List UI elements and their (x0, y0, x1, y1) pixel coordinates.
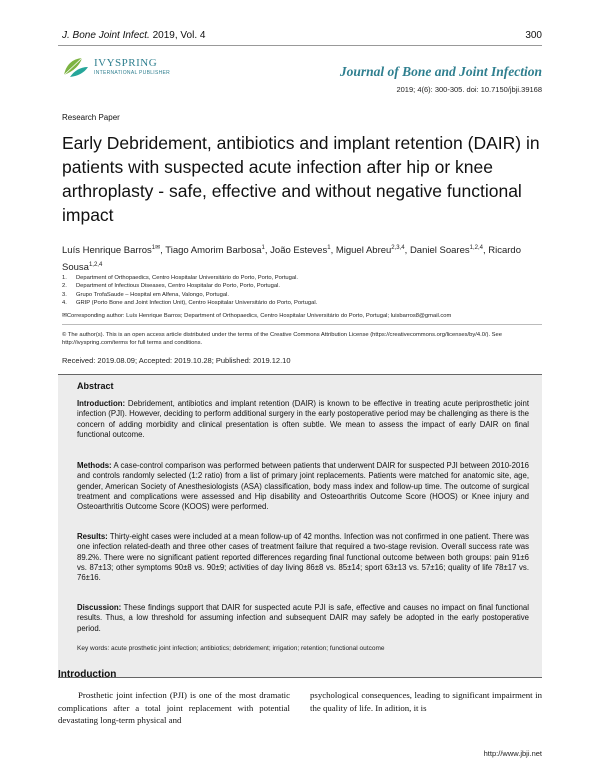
affiliation-text: GRIP (Porto Bone and Joint Infection Unit), Centro Hospitalar Universitário do Porto, Portugal. (76, 300, 318, 307)
article-title: Early Debridement, antibiotics and implant retention (DAIR) in patients with suspected acute infection after hip or knee arthroplasty - safe, effective and without negative functional impact (62, 133, 540, 225)
abstract-methods (77, 461, 529, 512)
running-head-journal: J. Bone Joint Infect. (62, 30, 150, 41)
publisher-name: IVYSPRING (94, 57, 158, 69)
author-affiliation-marker: 1 (261, 245, 265, 251)
header-rule (58, 45, 542, 46)
author-name: Tiago Amorim Barbosa (165, 245, 262, 257)
publisher-logo[interactable] (60, 55, 170, 79)
affiliation-number: 4. (62, 300, 67, 307)
ivy-leaf-icon (60, 55, 90, 79)
license-notice: © The author(s). This is an open access article distributed under the terms of the Creative Commons Attribution License (https://creativecommons.org/licenses/by/4.0/). See http://ivyspring.com/terms for full terms and conditions. (62, 332, 502, 347)
journal-title[interactable]: Journal of Bone and Joint Infection (339, 64, 542, 79)
author-affiliation-marker: 2,3,4 (391, 245, 405, 251)
abstract-introduction-label: Introduction: (77, 399, 126, 408)
author-separator: , (264, 245, 271, 257)
abstract-results-label: Results: (77, 532, 108, 541)
affiliation-item (62, 282, 552, 290)
affiliation-text: Grupo TrofaSaude – Hospital em Alfena, Valongo, Portugal. (76, 291, 229, 298)
affiliation-number: 1. (62, 275, 67, 281)
abstract-discussion-text: These findings support that DAIR for suspected acute PJI is safe, effective and causes no impact on final functional results. Thus, a low threshold for assuming infection and subsequent DAIR may safely be adopted in the early postoperative period. (77, 603, 529, 633)
abstract-results (77, 532, 529, 583)
affiliation-item (62, 299, 552, 307)
abstract-introduction (77, 399, 529, 440)
author-affiliation-marker: 1✉ (151, 245, 161, 251)
footer-url[interactable]: http://www.jbji.net (483, 749, 542, 758)
abstract-discussion-label: Discussion: (77, 603, 122, 612)
author-affiliation-marker: 1,2,4 (88, 262, 103, 269)
article-type: Research Paper (62, 113, 120, 122)
author-name: Ricardo Sousa (62, 245, 521, 274)
abstract-results-text: Thirty-eight cases were included at a mean follow-up of 42 months. Infection was not confirmed in one patient. There was one infection related-death and three other cases of treatment failure that required a two-stage revision. Overall success rate was 89.2%. There were no significant patient reported differences regarding final functional outcome between both groups: pain 91±6 vs. 87±13; other symptoms 90±8 vs. 90±9; activities of day living 86±8 vs. 85±14; sport 63±13 vs. 57±16; quality of life 78±17 vs. 76±16. (77, 532, 529, 583)
citation-doi: 2019; 4(6): 300-305. doi: 10.7150/jbji.39168 (396, 85, 542, 94)
running-head (62, 30, 205, 41)
abstract-methods-label: Methods: (77, 461, 112, 470)
running-head-year-volume: 2019, Vol. 4 (152, 30, 206, 41)
author-list (62, 241, 552, 275)
author-name: João Esteves (270, 245, 328, 257)
author-name: Luís Henrique Barros (62, 245, 152, 257)
author-name: Daniel Soares (409, 245, 470, 257)
introduction-heading: Introduction (58, 669, 117, 680)
author-separator: , (330, 245, 336, 257)
abstract-discussion (77, 603, 529, 634)
keywords: Key words: acute prosthetic joint infection; antibiotics; debridement; irrigation; retention; functional outcome (77, 645, 385, 652)
divider (62, 324, 542, 325)
author-separator: , (482, 245, 489, 257)
publisher-subtitle: INTERNATIONAL PUBLISHER (94, 70, 171, 76)
affiliation-text: Department of Orthopaedics, Centro Hospitalar Universitário do Porto, Porto, Portugal. (76, 275, 298, 281)
affiliation-text: Department of Infectious Diseases, Centro Hospitalar do Porto, Porto, Portugal. (76, 283, 280, 290)
abstract-methods-text: A case-control comparison was performed between patients that underwent DAIR for suspected PJI between 2010-2016 and controls randomly selected (1:2 ratio) from a list of primary joint replacements. Patients were matched for anatomic site, age, gender, American Society of Anesthesiologists (ASA) classification, body mass index and follow-up time. The outcome of surgical treatment and complications were assessed and Hip disability and Osteoarthritis Outcome Score (HOOS) or Knee injury and Osteoarthritis Outcome Score (KOOS) were performed. (77, 461, 529, 512)
introduction-left-column: Prosthetic joint infection (PJI) is one of the most dramatic complications after a total joint replacement with potential devastating long-term physical and (58, 690, 290, 725)
author-separator: , (160, 245, 166, 257)
affiliation-item (62, 274, 552, 282)
affiliation-number: 3. (62, 291, 67, 298)
author-affiliation-marker: 1,2,4 (469, 245, 483, 251)
author-affiliation-marker: 1 (327, 245, 331, 251)
abstract-introduction-text: Debridement, antibiotics and implant retention (DAIR) is known to be effective in treating acute periprosthetic joint infection (PJI). However, deciding to perform additional surgery in the early postoperative period may be challenging as there is the concern of adding morbidity and clinical presentation is often subtle. We mean to assess the impact of early DAIR on final functional outcome. (77, 399, 529, 439)
author-name: Miguel Abreu (335, 245, 392, 257)
author-separator: , (404, 245, 410, 257)
abstract-heading: Abstract (77, 381, 114, 391)
publication-dates: Received: 2019.08.09; Accepted: 2019.10.28; Published: 2019.12.10 (62, 356, 291, 365)
affiliation-list (62, 274, 552, 308)
affiliation-number: 2. (62, 283, 67, 290)
introduction-right-column: psychological consequences, leading to significant impairment in the quality of life. In adition, it is (310, 690, 542, 713)
page-number: 300 (525, 30, 542, 41)
corresponding-author: ✉Corresponding author: Luís Henrique Barros; Department of Orthopaedics, Centro Hospitalar Universitário do Porto, Portugal; luisbarros8@gmail.com (62, 313, 452, 319)
affiliation-item (62, 291, 552, 299)
